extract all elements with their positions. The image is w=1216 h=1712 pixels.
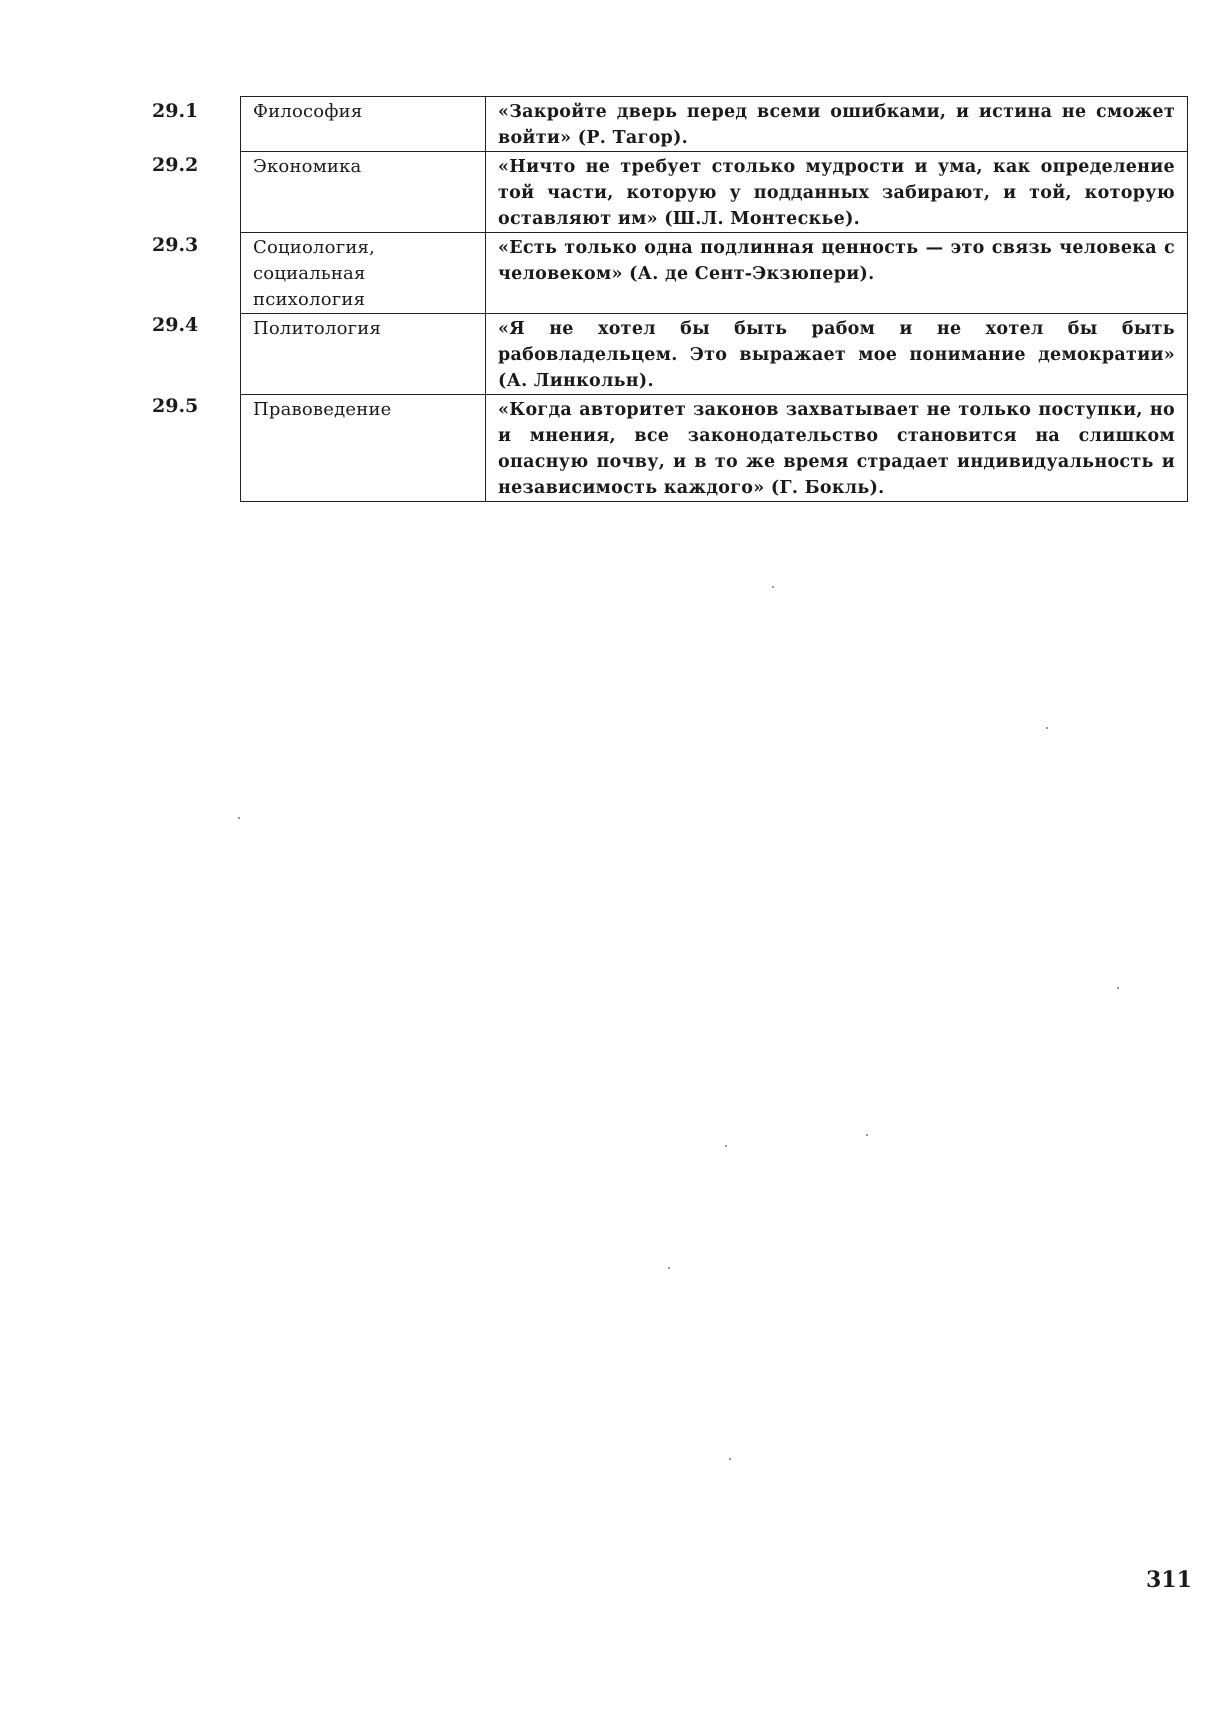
- table-row: [241, 97, 1188, 152]
- row-number: 29.3: [152, 234, 199, 256]
- scan-speck: [1046, 727, 1048, 729]
- row-number: 29.4: [152, 314, 199, 336]
- page-number: 311: [1146, 1567, 1192, 1593]
- quote-cell: «Есть только одна подлинная ценность — это связь человека с человеком» (А. де Сент-Экзюпери).: [486, 233, 1188, 314]
- table-row: [241, 314, 1188, 395]
- scan-speck: [1117, 987, 1119, 989]
- scan-speck: [729, 1458, 731, 1460]
- discipline-cell: Социология, социальная психология: [241, 233, 486, 314]
- row-number: 29.1: [152, 100, 199, 122]
- scan-speck: [668, 1267, 670, 1269]
- scan-speck: [238, 817, 240, 819]
- row-number: 29.5: [152, 395, 199, 417]
- table-row: [241, 395, 1188, 502]
- quotes-table: [240, 96, 1188, 502]
- scan-speck: [725, 1145, 727, 1147]
- scan-speck: [772, 586, 774, 588]
- scan-speck: [866, 1134, 868, 1136]
- discipline-cell: Правоведение: [241, 395, 486, 502]
- discipline-cell: Философия: [241, 97, 486, 152]
- row-number: 29.2: [152, 154, 199, 176]
- quote-cell: «Ничто не требует столько мудрости и ума, как определение той части, которую у подданных забирают, и той, которую оставляют им» (Ш.Л. Монтескье).: [486, 152, 1188, 233]
- discipline-cell: Экономика: [241, 152, 486, 233]
- quote-cell: «Я не хотел бы быть рабом и не хотел бы быть рабовладельцем. Это выражает мое понимание демократии» (А. Линкольн).: [486, 314, 1188, 395]
- quote-cell: «Закройте дверь перед всеми ошибками, и истина не сможет войти» (Р. Тагор).: [486, 97, 1188, 152]
- table-row: [241, 152, 1188, 233]
- table-row: [241, 233, 1188, 314]
- discipline-cell: Политология: [241, 314, 486, 395]
- quote-cell: «Когда авторитет законов захватывает не только поступки, но и мнения, все законодательство становится на слишком опасную почву, и в то же время страдает индивидуальность и независимость каждого» (Г. Бокль).: [486, 395, 1188, 502]
